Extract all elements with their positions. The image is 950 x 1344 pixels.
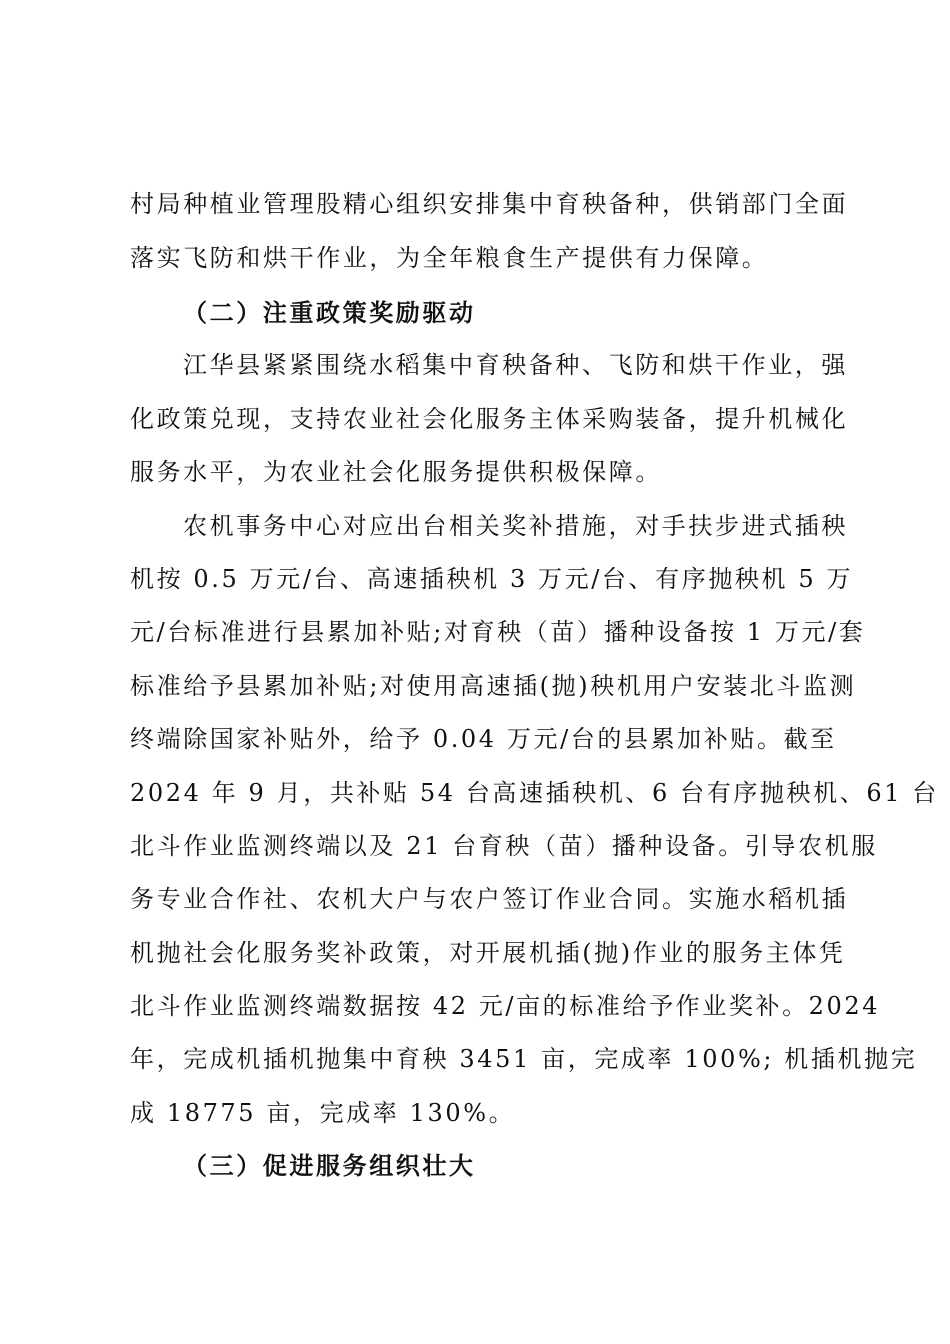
paragraph-line: 落实飞防和烘干作业，为全年粮食生产提供有力保障。 — [130, 244, 769, 272]
paragraph-line: 机抛社会化服务奖补政策，对开展机插(抛)作业的服务主体凭 — [130, 939, 846, 967]
paragraph-line: 年，完成机插机抛集中育秧 3451 亩，完成率 100%; 机插机抛完 — [130, 1045, 918, 1073]
paragraph-line: 务专业合作社、农机大户与农户签订作业合同。实施水稻机插 — [130, 885, 849, 913]
paragraph-line: 成 18775 亩，完成率 130%。 — [130, 1099, 516, 1127]
paragraph-line: 农机事务中心对应出台相关奖补措施，对手扶步进式插秧 — [183, 512, 848, 540]
paragraph-line: 标准给予县累加补贴;对使用高速插(抛)秧机用户安装北斗监测 — [130, 672, 857, 700]
section-heading: （三）促进服务组织壮大 — [183, 1151, 476, 1180]
paragraph-line: 机按 0.5 万元/台、高速插秧机 3 万元/台、有序抛秧机 5 万 — [130, 565, 854, 593]
paragraph-line: 化政策兑现，支持农业社会化服务主体采购装备，提升机械化 — [130, 405, 849, 433]
paragraph-line: 北斗作业监测终端以及 21 台育秧（苗）播种设备。引导农机服 — [130, 832, 878, 860]
paragraph-line: 服务水平，为农业社会化服务提供积极保障。 — [130, 458, 662, 486]
section-heading: （二）注重政策奖励驱动 — [183, 298, 476, 327]
paragraph-line: 北斗作业监测终端数据按 42 元/亩的标准给予作业奖补。2024 — [130, 992, 881, 1020]
paragraph-line: 终端除国家补贴外，给予 0.04 万元/台的县累加补贴。截至 — [130, 725, 837, 753]
paragraph-line: 2024 年 9 月，共补贴 54 台高速插秧机、6 台有序抛秧机、61 台 — [130, 779, 939, 807]
paragraph-line: 村局种植业管理股精心组织安排集中育秧备种，供销部门全面 — [130, 190, 849, 218]
paragraph-line: 元/台标准进行县累加补贴;对育秧（苗）播种设备按 1 万元/套 — [130, 618, 866, 646]
paragraph-line: 江华县紧紧围绕水稻集中育秧备种、飞防和烘干作业，强 — [183, 351, 848, 379]
